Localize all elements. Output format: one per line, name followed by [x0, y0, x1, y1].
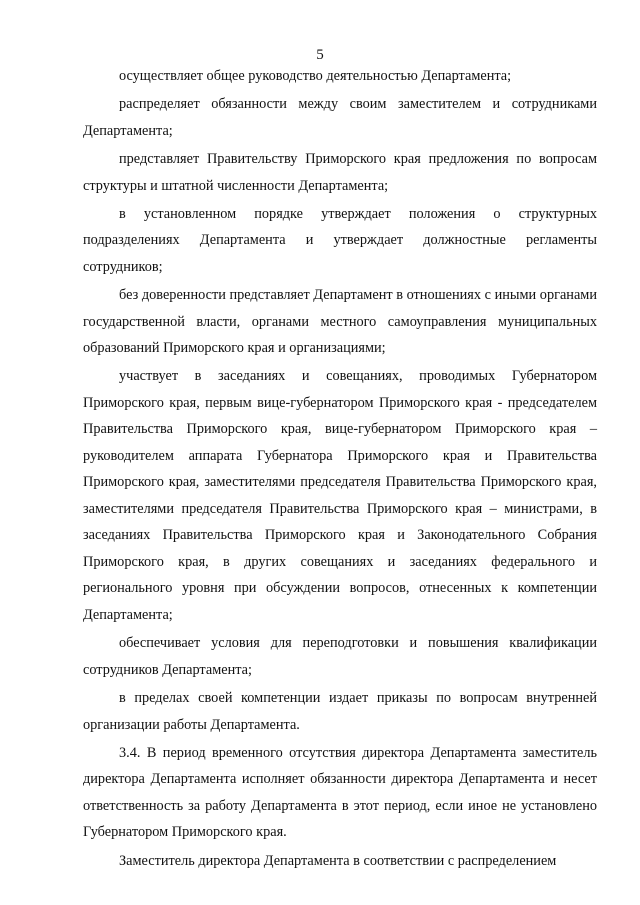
paragraph-issues-orders: в пределах своей компетенции издает приказы по вопросам внутренней организации работы Департамента.: [83, 690, 597, 733]
paragraph-distribute-duties: распределяет обязанности между своим заместителем и сотрудниками Департамента;: [83, 96, 597, 139]
paragraph-participates-meetings: участвует в заседаниях и совещаниях, проводимых Губернатором Приморского края, первым вице-губернатором Приморского края - председателем Правительства Приморского края, вице-губернатором Приморского края – руководителем аппарата Губернатора Приморского края и Правительства Приморского края, заместителями председателя Правительства Приморского края, заместителями председателя Правительства Приморского края – министрами, в заседаниях Правительства Приморского края и Законодательного Собрания Приморского края, в других совещаниях и заседаниях федерального и регионального уровня при обсуждении вопросов, отнесенных к компетенции Департамента;: [83, 368, 597, 623]
document-body: [83, 63, 597, 876]
paragraph-general-management: осуществляет общее руководство деятельностью Департамента;: [119, 68, 512, 84]
page-number: 5: [316, 47, 324, 63]
paragraph-represents-department: без доверенности представляет Департамент в отношениях с иными органами государственной власти, органами местного самоуправления муниципальных образований Приморского края и организациями;: [83, 287, 597, 357]
paragraph-deputy-director: Заместитель директора Департамента в соответствии с распределением: [119, 852, 557, 869]
paragraph-approves-regulations: в установленном порядке утверждает положения о структурных подразделениях Департамента и утверждает должностные регламенты сотрудников;: [83, 205, 597, 275]
paragraph-structure-proposals: представляет Правительству Приморского края предложения по вопросам структуры и штатной численности Департамента;: [83, 151, 597, 194]
paragraph-section-3-4: 3.4. В период временного отсутствия директора Департамента заместитель директора Департамента исполняет обязанности директора Департамента и несет ответственность за работу Департамента в этот период, если иное не установлено Губернатором Приморского края.: [83, 744, 597, 841]
paragraph-staff-training: обеспечивает условия для переподготовки и повышения квалификации сотрудников Департамента;: [83, 635, 597, 678]
